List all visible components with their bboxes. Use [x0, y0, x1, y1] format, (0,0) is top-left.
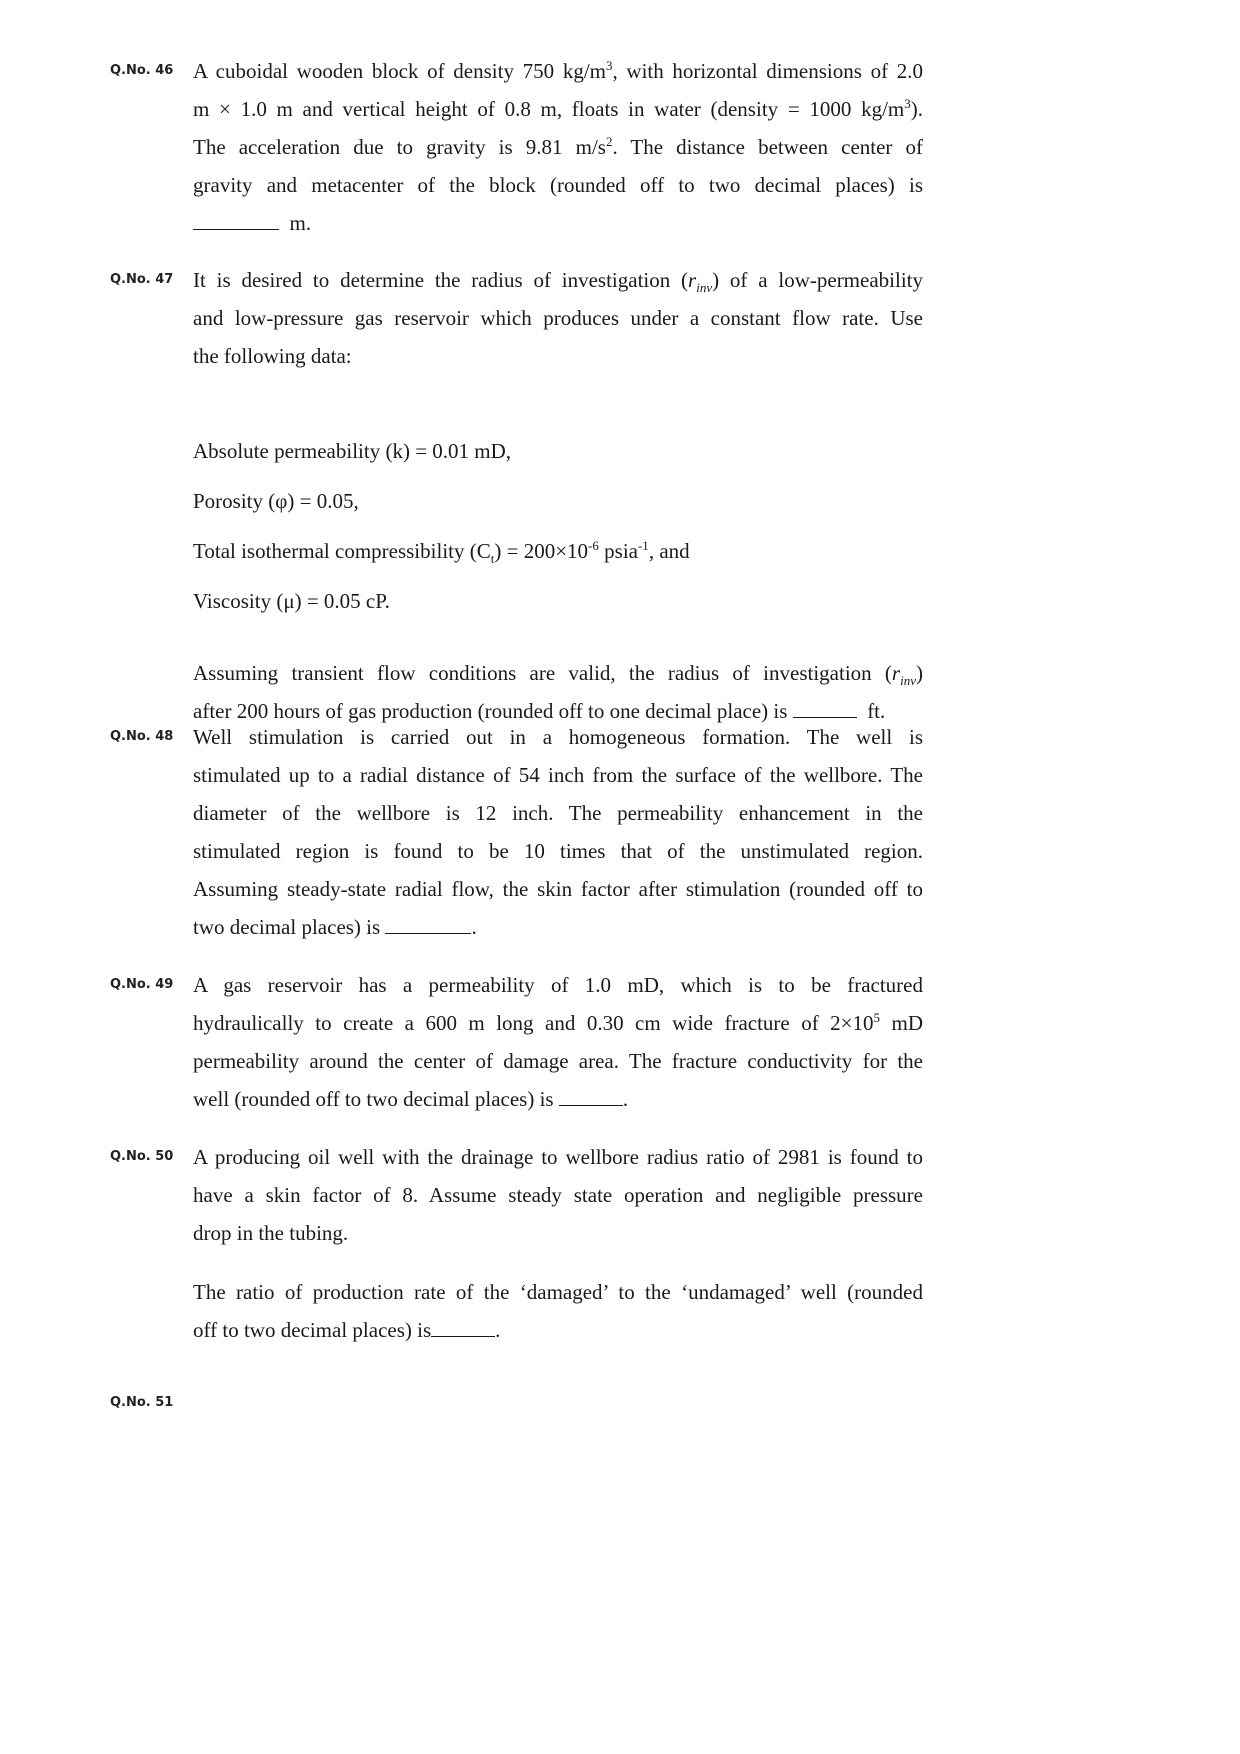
question-text: A cuboidal wooden block of density 750 $kg/m^3$, with horizontal dimensions of 2.0 m × 1.0 m and vertical height of 0.8 m, floats in water (density = 1000 $kg/m^3$). The acceleration due to gravity is 9.81 $m/s^2$. The distance between center of gravity and metacenter of the block (rounded off to two decimal places) is m. — [193, 58, 923, 235]
question-number: Q.No. 48 — [110, 729, 174, 744]
question-number: Q.No. 51 — [110, 1395, 174, 1410]
data-compressibility: Total isothermal compressibility $(C_t) = 200\times 10^{-6}$ psia$^{-1}$, and — [193, 538, 690, 567]
answer-blank[interactable] — [385, 932, 471, 934]
question-text: Well stimulation is carried out in a homogeneous formation. The well is stimulated up to a radial distance of 54 inch from the surface of the wellbore. The diameter of the wellbore is 12 inch. The permeability enhancement in the stimulated region is found to be 10 times that of the unstimulated region. Assuming steady-state radial flow, the skin factor after stimulation (rounded off to two decimal places) is . — [193, 725, 923, 939]
question-number: Q.No. 46 — [110, 63, 174, 78]
question-number: Q.No. 49 — [110, 977, 174, 992]
answer-blank[interactable] — [559, 1104, 623, 1106]
data-permeability: Absolute permeability (k) = 0.01 mD, — [193, 439, 512, 463]
question-text: It is desired to determine the radius of investigation $(r_{inv})$ of a low-permeability and low-pressure gas reservoir which produces under a constant flow rate. Use the following data: Absolute permeability (k) = 0.01 mD, Porosity (φ) = 0.05, Total isothermal compressibility $(C_t) = 200\times 10^{-6}$ psia$^{-1}$, and Viscosity (μ) = 0.05 cP. Assuming transient flow conditions are valid, the radius of investigation $(r_{inv})$ after 200 hours of gas production (rounded off to one decimal place) is ft. — [193, 268, 923, 723]
data-viscosity: Viscosity (μ) = 0.05 cP. — [193, 589, 390, 613]
question-number: Q.No. 47 — [110, 272, 174, 287]
question-text: A gas reservoir has a permeability of 1.0 mD, which is to be fractured hydraulically to create a 600 m long and 0.30 cm wide fracture of $2\times 10^5$ mD permeability around the center of damage area. The fracture conductivity for the well (rounded off to two decimal places) is . — [193, 973, 924, 1111]
answer-blank[interactable] — [193, 228, 279, 230]
question-text: A producing oil well with the drainage to wellbore radius ratio of 2981 is found to have a skin factor of 8. Assume steady state operation and negligible pressure drop in the tubing. The ratio of production rate of the ‘damaged’ to the ‘undamaged’ well (rounded off to two decimal places) is . — [193, 1145, 923, 1342]
answer-blank[interactable] — [431, 1335, 495, 1337]
question-number: Q.No. 50 — [110, 1149, 174, 1164]
data-porosity: Porosity (φ) = 0.05, — [193, 489, 359, 513]
